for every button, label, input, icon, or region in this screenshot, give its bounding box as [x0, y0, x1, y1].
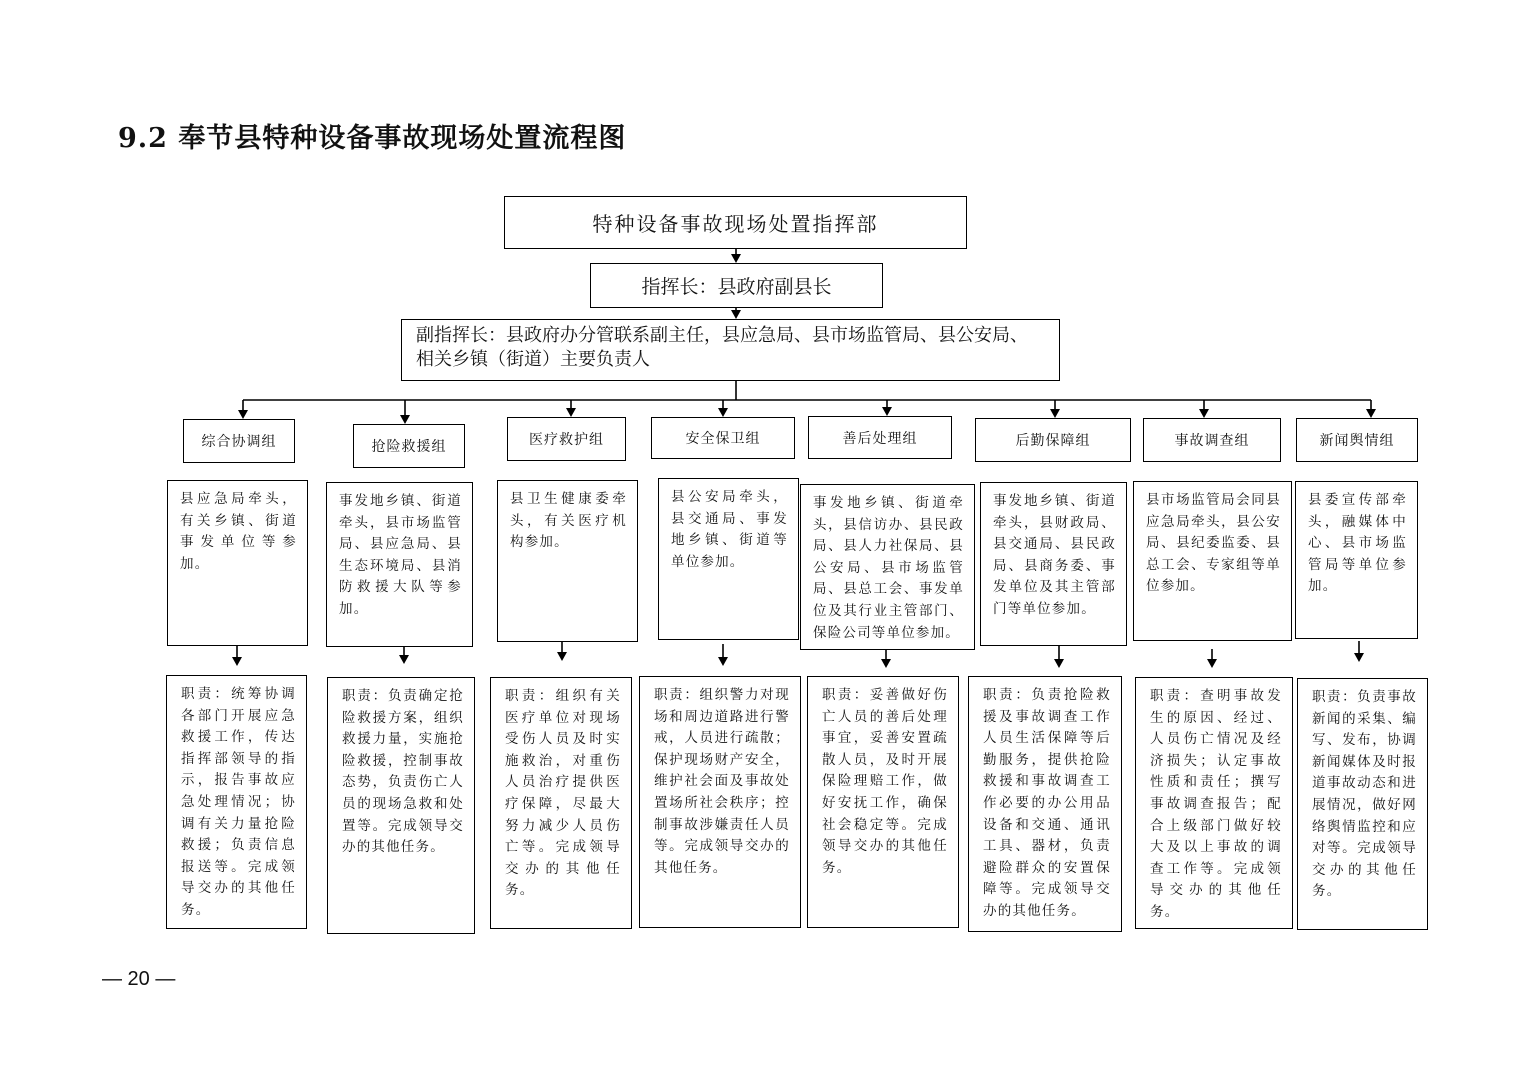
group-duty-box	[968, 676, 1122, 932]
arrow-head-icon	[238, 410, 248, 419]
group-name-box-text: 综合协调组	[201, 434, 277, 450]
group-name-box	[975, 418, 1131, 462]
group-members-box	[167, 480, 308, 646]
group-members-box	[800, 484, 975, 650]
group-name-box-text: 医疗救护组	[529, 432, 604, 448]
deputy-commander-box	[401, 319, 1060, 381]
group-duty-box-text: 职责：组织警力对现场和周边道路进行警戒，人员进行疏散；保护现场财产安全，维护社会面及事故处置场所社会秩序；控制事故涉嫌责任人员等。完成领导交办的其他任务。	[654, 687, 790, 876]
group-name-box-text: 安全保卫组	[685, 431, 761, 447]
headquarters-label: 特种设备事故现场处置指挥部	[592, 212, 879, 236]
headquarters-box	[504, 196, 967, 249]
arrow-head-icon	[1050, 409, 1060, 418]
group-duty-box	[807, 676, 959, 928]
arrow-head-icon	[400, 415, 410, 424]
group-name-box	[507, 417, 626, 461]
arrow-head-icon	[399, 655, 409, 664]
group-members-box	[658, 478, 799, 640]
group-name-box-text: 新闻舆情组	[1319, 433, 1395, 449]
page-number: — 20 —	[102, 968, 176, 990]
group-members-box-text: 县市场监管局会同县应急局牵头，县公安局、县纪委监委、县总工会、专家组等单位参加。	[1146, 492, 1281, 595]
group-duty-box-text: 职责：负责确定抢险救援方案，组织救援力量，实施抢险救援，控制事故态势，负责伤亡人员的现场急救和处置等。完成领导交办的其他任务。	[342, 688, 464, 856]
page-title: 9.2 奉节县特种设备事故现场处置流程图	[118, 123, 627, 154]
group-members-box-text: 县委宣传部牵头，融媒体中心、县市场监管局等单位参加。	[1308, 492, 1407, 595]
arrow-head-icon	[718, 657, 728, 666]
commander-box	[590, 263, 883, 308]
group-members-box	[326, 482, 473, 647]
group-duty-box	[639, 676, 801, 928]
group-members-box	[497, 480, 638, 642]
group-duty-box	[490, 677, 632, 929]
arrow-head-icon	[1207, 659, 1217, 668]
arrow-head-icon	[232, 657, 242, 666]
group-name-box	[183, 419, 295, 463]
arrow-head-icon	[718, 408, 728, 417]
arrow-head-icon	[1199, 409, 1209, 418]
group-duty-box-text: 职责：负责抢险救援及事故调查工作人员生活保障等后勤服务，提供抢险救援和事故调查工作必要的办公用品设备和交通、通讯工具、器材，负责避险群众的安置保障等。完成领导交办的其他任务。	[983, 687, 1111, 919]
group-duty-box-text: 职责：负责事故新闻的采集、编写、发布，协调新闻媒体及时报道事故动态和进展情况，做好网络舆情监控和应对等。完成领导交办的其他任务。	[1312, 689, 1417, 900]
arrow-head-icon	[566, 408, 576, 417]
commander-label: 指挥长：县政府副县长	[641, 276, 832, 298]
group-duty-box-text: 职责：查明事故发生的原因、经过、人员伤亡情况及经济损失；认定事故性质和责任；撰写事故调查报告；配合上级部门做好较大及以上事故的调查工作等。完成领导交办的其他任务。	[1150, 688, 1282, 920]
arrow-head-icon	[881, 659, 891, 668]
arrow-head-icon	[1054, 659, 1064, 668]
group-members-box	[1295, 481, 1418, 639]
group-members-box	[980, 482, 1127, 646]
group-members-box-text: 事发地乡镇、街道牵头，县财政局、县交通局、县民政局、县商务委、事发单位及其主管部门等单位参加。	[993, 493, 1116, 617]
deputy-commander-label: 副指挥长：县政府办分管联系副主任，县应急局、县市场监管局、县公安局、相关乡镇（街道）主要负责人	[416, 325, 1028, 370]
group-name-box	[1296, 418, 1418, 462]
group-name-box-text: 抢险救援组	[371, 439, 447, 455]
group-duty-box-text: 职责：统筹协调各部门开展应急救援工作，传达指挥部领导的指示，报告事故应急处理情况；协调有关力量抢险救援；负责信息报送等。完成领导交办的其他任务。	[181, 686, 296, 918]
group-duty-box	[1297, 678, 1428, 930]
group-duty-box-text: 职责：妥善做好伤亡人员的善后处理事宜，妥善安置疏散人员，及时开展保险理赔工作，做好安抚工作，确保社会稳定等。完成领导交办的其他任务。	[822, 687, 948, 876]
group-duty-box	[327, 677, 475, 934]
group-members-box-text: 县卫生健康委牵头，有关医疗机构参加。	[510, 491, 627, 551]
arrow-head-icon	[1354, 653, 1364, 662]
group-name-box	[353, 424, 465, 468]
group-name-box-text: 后勤保障组	[1015, 433, 1091, 449]
group-members-box-text: 事发地乡镇、街道牵头，县信访办、县民政局、县人力社保局、县公安局、县市场监管局、县总工会、事发单位及其行业主管部门、保险公司等单位参加。	[813, 495, 964, 641]
group-members-box	[1133, 481, 1292, 641]
arrow-head-icon	[731, 310, 741, 319]
group-duty-box	[166, 675, 307, 929]
arrow-head-icon	[882, 407, 892, 416]
group-name-box	[808, 416, 952, 459]
group-name-box	[651, 417, 795, 459]
arrow-head-icon	[731, 254, 741, 263]
group-name-box-text: 善后处理组	[842, 430, 918, 447]
group-members-box-text: 事发地乡镇、街道牵头，县市场监管局、县应急局、县生态环境局、县消防救援大队等参加。	[339, 493, 462, 617]
group-name-box-text: 事故调查组	[1174, 433, 1250, 449]
group-name-box	[1143, 418, 1281, 462]
group-members-box-text: 县应急局牵头，有关乡镇、街道事发单位等参加。	[180, 491, 297, 572]
group-members-box-text: 县公安局牵头，县交通局、事发地乡镇、街道等单位参加。	[671, 489, 788, 570]
group-duty-box	[1135, 677, 1293, 929]
group-duty-box-text: 职责：组织有关医疗单位对现场受伤人员及时实施救治，对重伤人员治疗提供医疗保障，尽最大努力减少人员伤亡等。完成领导交办的其他任务。	[505, 688, 621, 899]
arrow-head-icon	[557, 652, 567, 661]
arrow-head-icon	[1366, 409, 1376, 418]
